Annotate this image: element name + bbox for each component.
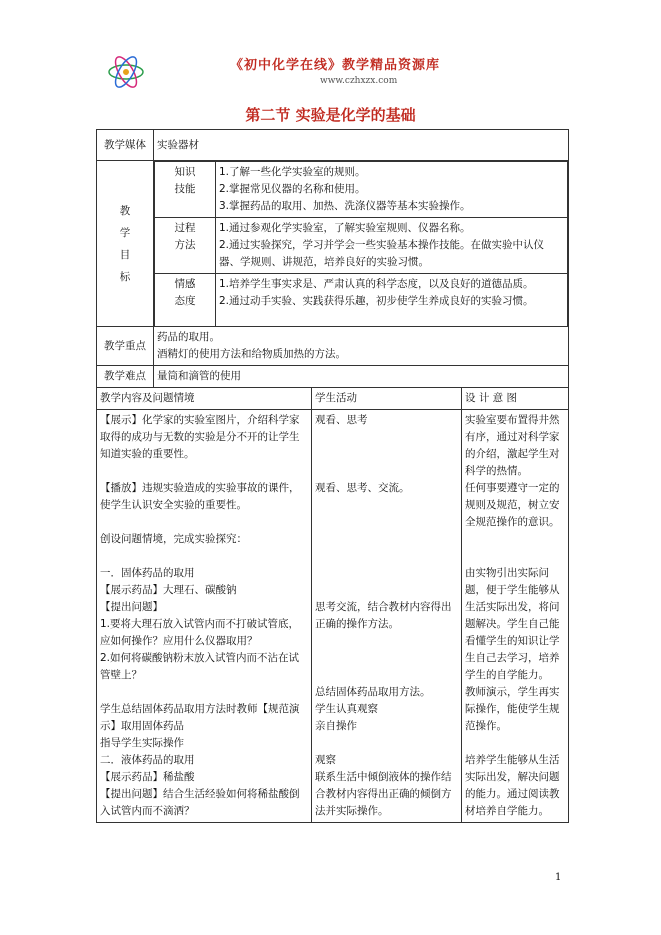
atom-logo-icon (106, 52, 146, 92)
lesson-plan-table (96, 129, 569, 823)
activity-paragraph: 联系生活中倾倒液体的操作结合教材内容得出正确的倾倒方法并实际操作。 (315, 771, 452, 817)
intent-paragraph: 由实物引出实际问题，便于学生能够从生活实际出发，将问题解决。学生自己能看懂学生的知识让学生自己去学习，培养学生的自学能力。 (465, 567, 560, 681)
content-paragraph: 创设问题情境，完成实验探究： (100, 533, 247, 545)
difficulty-value: 量筒和滴管的使用 (154, 366, 569, 388)
process-label (155, 218, 216, 274)
activity-paragraph: 亲自操作 (315, 720, 357, 732)
content-paragraph: 2.如何将碳酸钠粉末放入试管内而不沾在试管壁上？ (100, 652, 300, 681)
process-item: 1.通过参观化学实验室，了解实验室规则、仪器名称。 (219, 222, 471, 234)
objectives-inner-table (154, 161, 568, 326)
activity-cell (312, 410, 462, 823)
activity-paragraph: 观看、思考 (315, 414, 368, 426)
process-row (155, 218, 568, 274)
key-point-item: 药品的取用。 (157, 331, 220, 343)
intent-paragraph: 实验室要布置得井然有序，通过对科学家的介绍，激起学生对科学的热情。 (465, 414, 560, 477)
key-points-value (154, 327, 569, 366)
page-number: 1 (555, 872, 562, 883)
emotion-row (155, 274, 568, 327)
knowledge-label (155, 162, 216, 218)
key-point-item: 酒精灯的使用方法和给物质加热的方法。 (157, 348, 346, 360)
activity-paragraph: 思考交流，结合教材内容得出正确的操作方法。 (315, 601, 452, 630)
emotion-item: 2.通过动手实验、实践获得乐趣，初步使学生养成良好的实验习惯。 (219, 295, 534, 307)
process-label-1: 过程 (174, 222, 196, 234)
emotion-items (216, 274, 568, 327)
objectives-label-char: 标 (119, 270, 131, 283)
content-paragraph: 【展示】化学家的实验室图片，介绍科学家取得的成功与无数的实验是分不开的让学生知道实验的重要性。 (100, 414, 300, 460)
emotion-item: 1.培养学生事实求是、严肃认真的科学态度，以及良好的道德品质。 (219, 278, 534, 290)
knowledge-items (216, 162, 568, 218)
process-items (216, 218, 568, 274)
column-header-content: 教学内容及问题情境 (97, 388, 312, 410)
knowledge-item: 2.掌握常见仪器的名称和使用。 (219, 183, 366, 195)
content-paragraph: 学生总结固体药品取用方法时教师【规范演示】取用固体药品 (100, 703, 300, 732)
key-points-label: 教学重点 (97, 327, 154, 366)
emotion-label (155, 274, 216, 327)
content-paragraph: 【播放】违规实验造成的实验事故的课件，使学生认识安全实验的重要性。 (100, 482, 300, 511)
column-header-row (97, 388, 569, 410)
difficulty-label: 教学难点 (97, 366, 154, 388)
banner-url: www.czhxzx.com (320, 76, 398, 86)
media-value: 实验器材 (154, 130, 569, 161)
content-paragraph: 一．固体药品的取用 (100, 567, 195, 579)
process-label-2: 方法 (174, 239, 196, 251)
intent-paragraph: 培养学生能够从生活实际出发，解决问题的能力。通过阅读教材培养自学能力。 (465, 754, 560, 817)
process-item: 2.通过实验探究，学习并学会一些实验基本操作技能。在做实验中认仪器、学规则、讲规范，培养良好的实验习惯。 (219, 239, 545, 268)
objectives-row (97, 161, 569, 327)
content-cell (97, 410, 312, 823)
knowledge-label-2: 技能 (174, 183, 196, 195)
knowledge-item: 3.掌握药品的取用、加热、洗涤仪器等基本实验操作。 (219, 200, 471, 212)
content-paragraph: 【展示药品】稀盐酸 (100, 771, 195, 783)
emotion-label-2: 态度 (174, 295, 196, 307)
content-paragraph: 1.要将大理石放入试管内而不打破试管底，应如何操作？应用什么仪器取用？ (100, 618, 300, 647)
activity-paragraph: 观看、思考、交流。 (315, 482, 410, 494)
column-header-activity: 学生活动 (312, 388, 462, 410)
activity-body-row (97, 410, 569, 823)
objectives-label-char: 学 (119, 226, 131, 239)
column-header-intent: 设 计 意 图 (462, 388, 569, 410)
media-row (97, 130, 569, 161)
activity-paragraph: 总结固体药品取用方法。 (315, 686, 431, 698)
activity-paragraph: 学生认真观察 (315, 703, 378, 715)
content-paragraph: 【提出问题】 (100, 601, 163, 613)
intent-paragraph: 教师演示，学生再实际操作，能使学生规范操作。 (465, 686, 560, 732)
intent-paragraph: 任何事要遵守一定的规则及规范，树立安全规范操作的意识。 (465, 482, 560, 528)
intent-cell (462, 410, 569, 823)
header-banner (100, 50, 560, 94)
objectives-label-char: 教 (119, 204, 131, 217)
key-points-row (97, 327, 569, 366)
emotion-label-1: 情感 (174, 278, 196, 290)
content-paragraph: 【提出问题】结合生活经验如何将稀盐酸倒入试管内而不滴洒？ (100, 788, 300, 817)
activity-paragraph: 观察 (315, 754, 336, 766)
difficulty-row (97, 366, 569, 388)
content-paragraph: 二．液体药品的取用 (100, 754, 195, 766)
knowledge-item: 1.了解一些化学实验室的规则。 (219, 166, 366, 178)
objectives-detail (154, 161, 569, 327)
page-title: 第二节 实验是化学的基础 (245, 106, 416, 124)
media-label: 教学媒体 (97, 130, 154, 161)
objectives-label-char: 目 (119, 248, 131, 261)
objectives-label (97, 161, 154, 327)
content-paragraph: 指导学生实际操作 (100, 737, 184, 749)
content-paragraph: 【展示药品】大理石、碳酸钠 (100, 584, 237, 596)
knowledge-label-1: 知识 (174, 166, 196, 178)
banner-title: 《初中化学在线》教学精品资源库 (230, 58, 441, 73)
knowledge-row (155, 162, 568, 218)
